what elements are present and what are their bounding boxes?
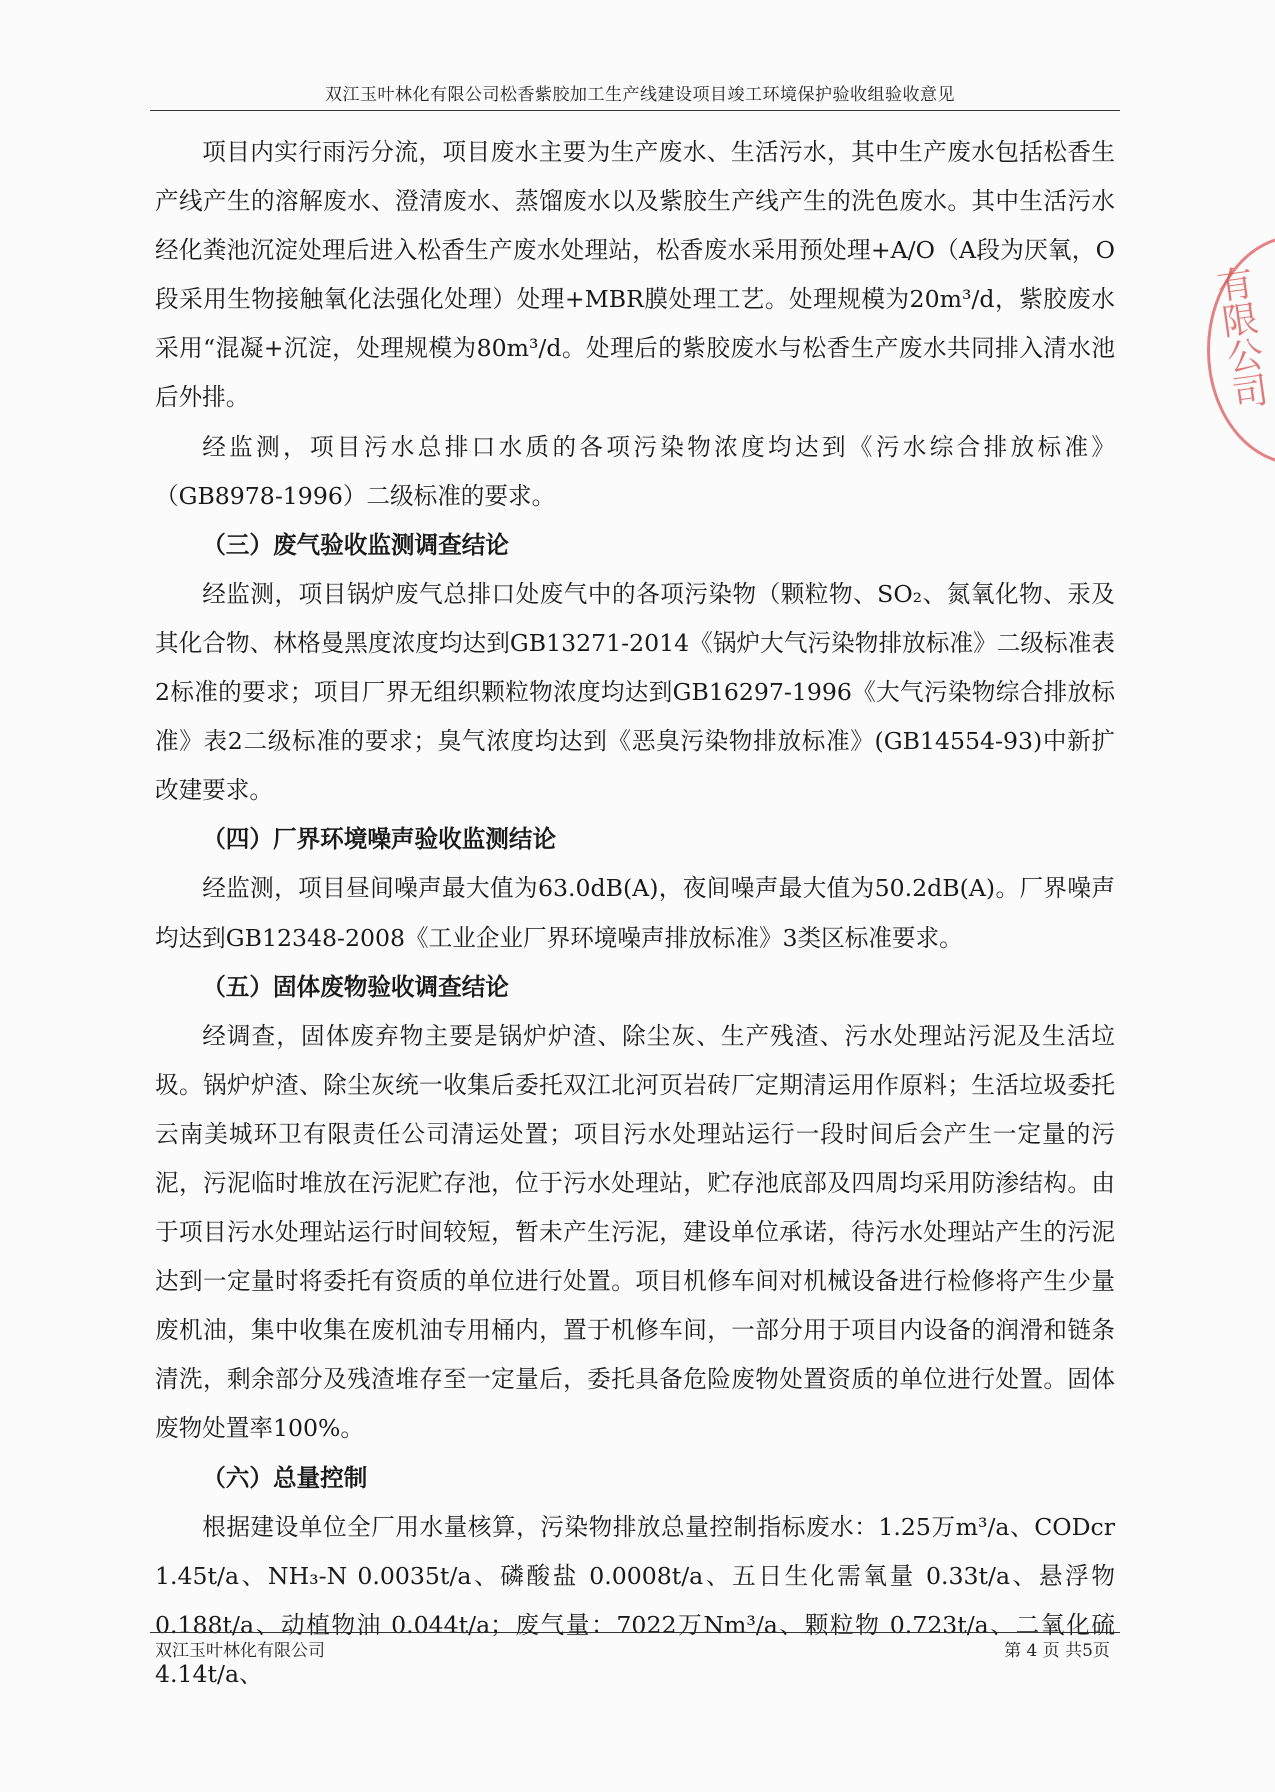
footer-company: 双江玉叶林化有限公司 — [155, 1641, 325, 1661]
paragraph-waste-gas: 经监测，项目锅炉废气总排口处废气中的各项污染物（颗粒物、SO₂、氮氧化物、汞及其化合物、林格曼黑度浓度均达到GB13271-2014《锅炉大气污染物排放标准》二级标准表2标准的要求；项目厂界无组织颗粒物浓度均达到GB16297-1996《大气污染物综合排放标准》表2二级标准的要求；臭气浓度均达到《恶臭污染物排放标准》(GB14554-93)中新扩改建要求。 — [155, 579, 1115, 805]
section-heading-solid-waste: （五）固体废物验收调查结论 — [202, 972, 509, 1001]
section-heading-total-control: （六）总量控制 — [202, 1463, 368, 1492]
seal-text: 有限公司 — [1209, 263, 1270, 412]
footer-page-number: 第 4 页 共5页 — [1004, 1641, 1110, 1661]
paragraph-solid-waste: 经调查，固体废弃物主要是锅炉炉渣、除尘灰、生产残渣、污水处理站污泥及生活垃圾。锅炉炉渣、除尘灰统一收集后委托双江北河页岩砖厂定期清运用作原料；生活垃圾委托云南美城环卫有限责任公司清运处置；项目污水处理站运行一段时间后会产生一定量的污泥，污泥临时堆放在污泥贮存池，位于污水处理站，贮存池底部及四周均采用防渗结构。由于项目污水处理站运行时间较短，暂未产生污泥，建设单位承诺，待污水处理站产生的污泥达到一定量时将委托有资质的单位进行处置。项目机修车间对机械设备进行检修将产生少量废机油，集中收集在废机油专用桶内，置于机修车间，一部分用于项目内设备的润滑和链条清洗，剩余部分及残渣堆存至一定量后，委托具备危险废物处置资质的单位进行处置。固体废物处置率100%。 — [155, 1021, 1115, 1443]
header-divider — [150, 110, 1120, 111]
page-header: 双江玉叶林化有限公司松香紫胶加工生产线建设项目竣工环境保护验收组验收意见 — [325, 85, 955, 105]
company-seal-stamp — [1195, 235, 1275, 465]
footer-divider — [150, 1632, 1120, 1633]
body-content — [155, 128, 1115, 1699]
paragraph-wastewater-treatment: 项目内实行雨污分流，项目废水主要为生产废水、生活污水，其中生产废水包括松香生产线产生的溶解废水、澄清废水、蒸馏废水以及紫胶生产线产生的洗色废水。其中生活污水经化粪池沉淀处理后进入松香生产废水处理站，松香废水采用预处理+A/O（A段为厌氧，O段采用生物接触氧化法强化处理）处理+MBR膜处理工艺。处理规模为20m³/d，紫胶废水采用“混凝+沉淀，处理规模为80m³/d。处理后的紫胶废水与松香生产废水共同排入清水池后外排。 — [155, 138, 1115, 412]
section-heading-noise: （四）厂界环境噪声验收监测结论 — [202, 825, 557, 854]
paragraph-total-control: 根据建设单位全厂用水量核算，污染物排放总量控制指标废水：1.25万m³/a、CODcr 1.45t/a、NH₃-N 0.0035t/a、磷酸盐 0.0008t/a、五日生化需氧量 0.33t/a、悬浮物 0.188t/a、动植物油 0.044t/a；废气量：7022万Nm³/a、颗粒物 0.723t/a、二氧化硫 4.14t/a、 — [155, 1512, 1115, 1688]
paragraph-wastewater-result: 经监测，项目污水总排口水质的各项污染物浓度均达到《污水综合排放标准》（GB8978-1996）二级标准的要求。 — [155, 432, 1115, 510]
section-heading-waste-gas: （三）废气验收监测调查结论 — [202, 530, 509, 559]
paragraph-noise: 经监测，项目昼间噪声最大值为63.0dB(A)，夜间噪声最大值为50.2dB(A)。厂界噪声均达到GB12348-2008《工业企业厂界环境噪声排放标准》3类区标准要求。 — [155, 874, 1115, 952]
